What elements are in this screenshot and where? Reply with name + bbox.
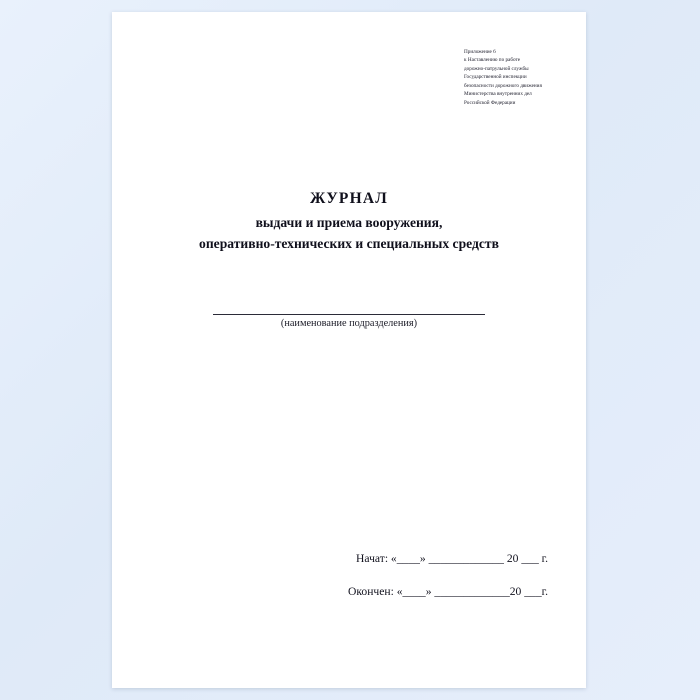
subdivision-fill-in-line xyxy=(213,304,485,315)
dates-block xyxy=(112,552,586,618)
document-title-block xyxy=(112,190,586,252)
appendix-line-2: к Наставлению по работе xyxy=(464,57,521,64)
page-title: ЖУРНАЛ xyxy=(310,190,388,207)
appendix-line-4: Государственной инспекции xyxy=(464,74,527,81)
page-subtitle-line-2: оперативно-технических и специальных средств xyxy=(199,236,499,251)
appendix-line-1: Приложение 6 xyxy=(464,49,496,55)
subdivision-field-block xyxy=(112,304,586,329)
finish-date-line: Окончен: «____» _____________20 ___г. xyxy=(348,585,548,598)
appendix-line-6: Министерства внутренних дел xyxy=(464,91,532,98)
subdivision-caption: (наименование подразделения) xyxy=(280,318,418,329)
appendix-line-7: Российской Федерации xyxy=(464,99,516,106)
document-sheet xyxy=(112,12,586,688)
start-date-line: Начат: «____» _____________ 20 ___ г. xyxy=(356,552,548,565)
appendix-reference-block xyxy=(464,48,580,107)
appendix-line-5: безопасности дорожного движения xyxy=(464,82,542,89)
appendix-line-3: дорожно-патрульной службы xyxy=(464,65,529,72)
page-subtitle-line-1: выдачи и приема вооружения, xyxy=(255,215,443,230)
